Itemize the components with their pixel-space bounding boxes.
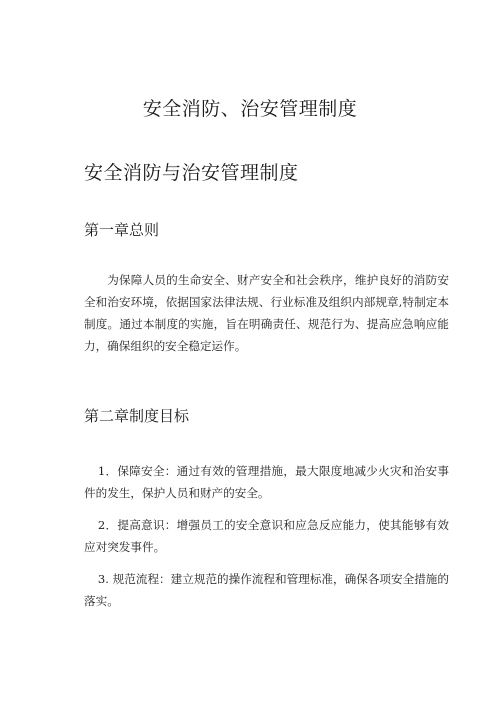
goal-item-2: 2．提高意识：增强员工的安全意识和应急反应能力，使其能够有效应对突发事件。 — [84, 518, 449, 554]
goal-item-3: 3. 规范流程：建立规范的操作流程和管理标准，确保各项安全措施的落实。 — [84, 572, 449, 608]
chapter-2-heading: 第二章制度目标 — [84, 407, 190, 425]
goal-item-1: 1．保障安全：通过有效的管理措施，最大限度地减少火灾和治安事件的发生，保护人员和财产的安全。 — [84, 464, 449, 500]
document-subtitle: 安全消防与治安管理制度 — [84, 162, 299, 184]
document-title: 安全消防、治安管理制度 — [142, 98, 358, 120]
chapter-1-paragraph: 为保障人员的生命安全、财产安全和社会秩序，维护良好的消防安全和治安环境，依据国家法律法规、行业标准及组织内部规章,特制定本制度。通过本制度的实施，旨在明确责任、规范行为、提高应急响应能力，确保组织的安全稳定运作。 — [84, 273, 449, 353]
chapter-1-heading: 第一章总则 — [84, 221, 160, 239]
